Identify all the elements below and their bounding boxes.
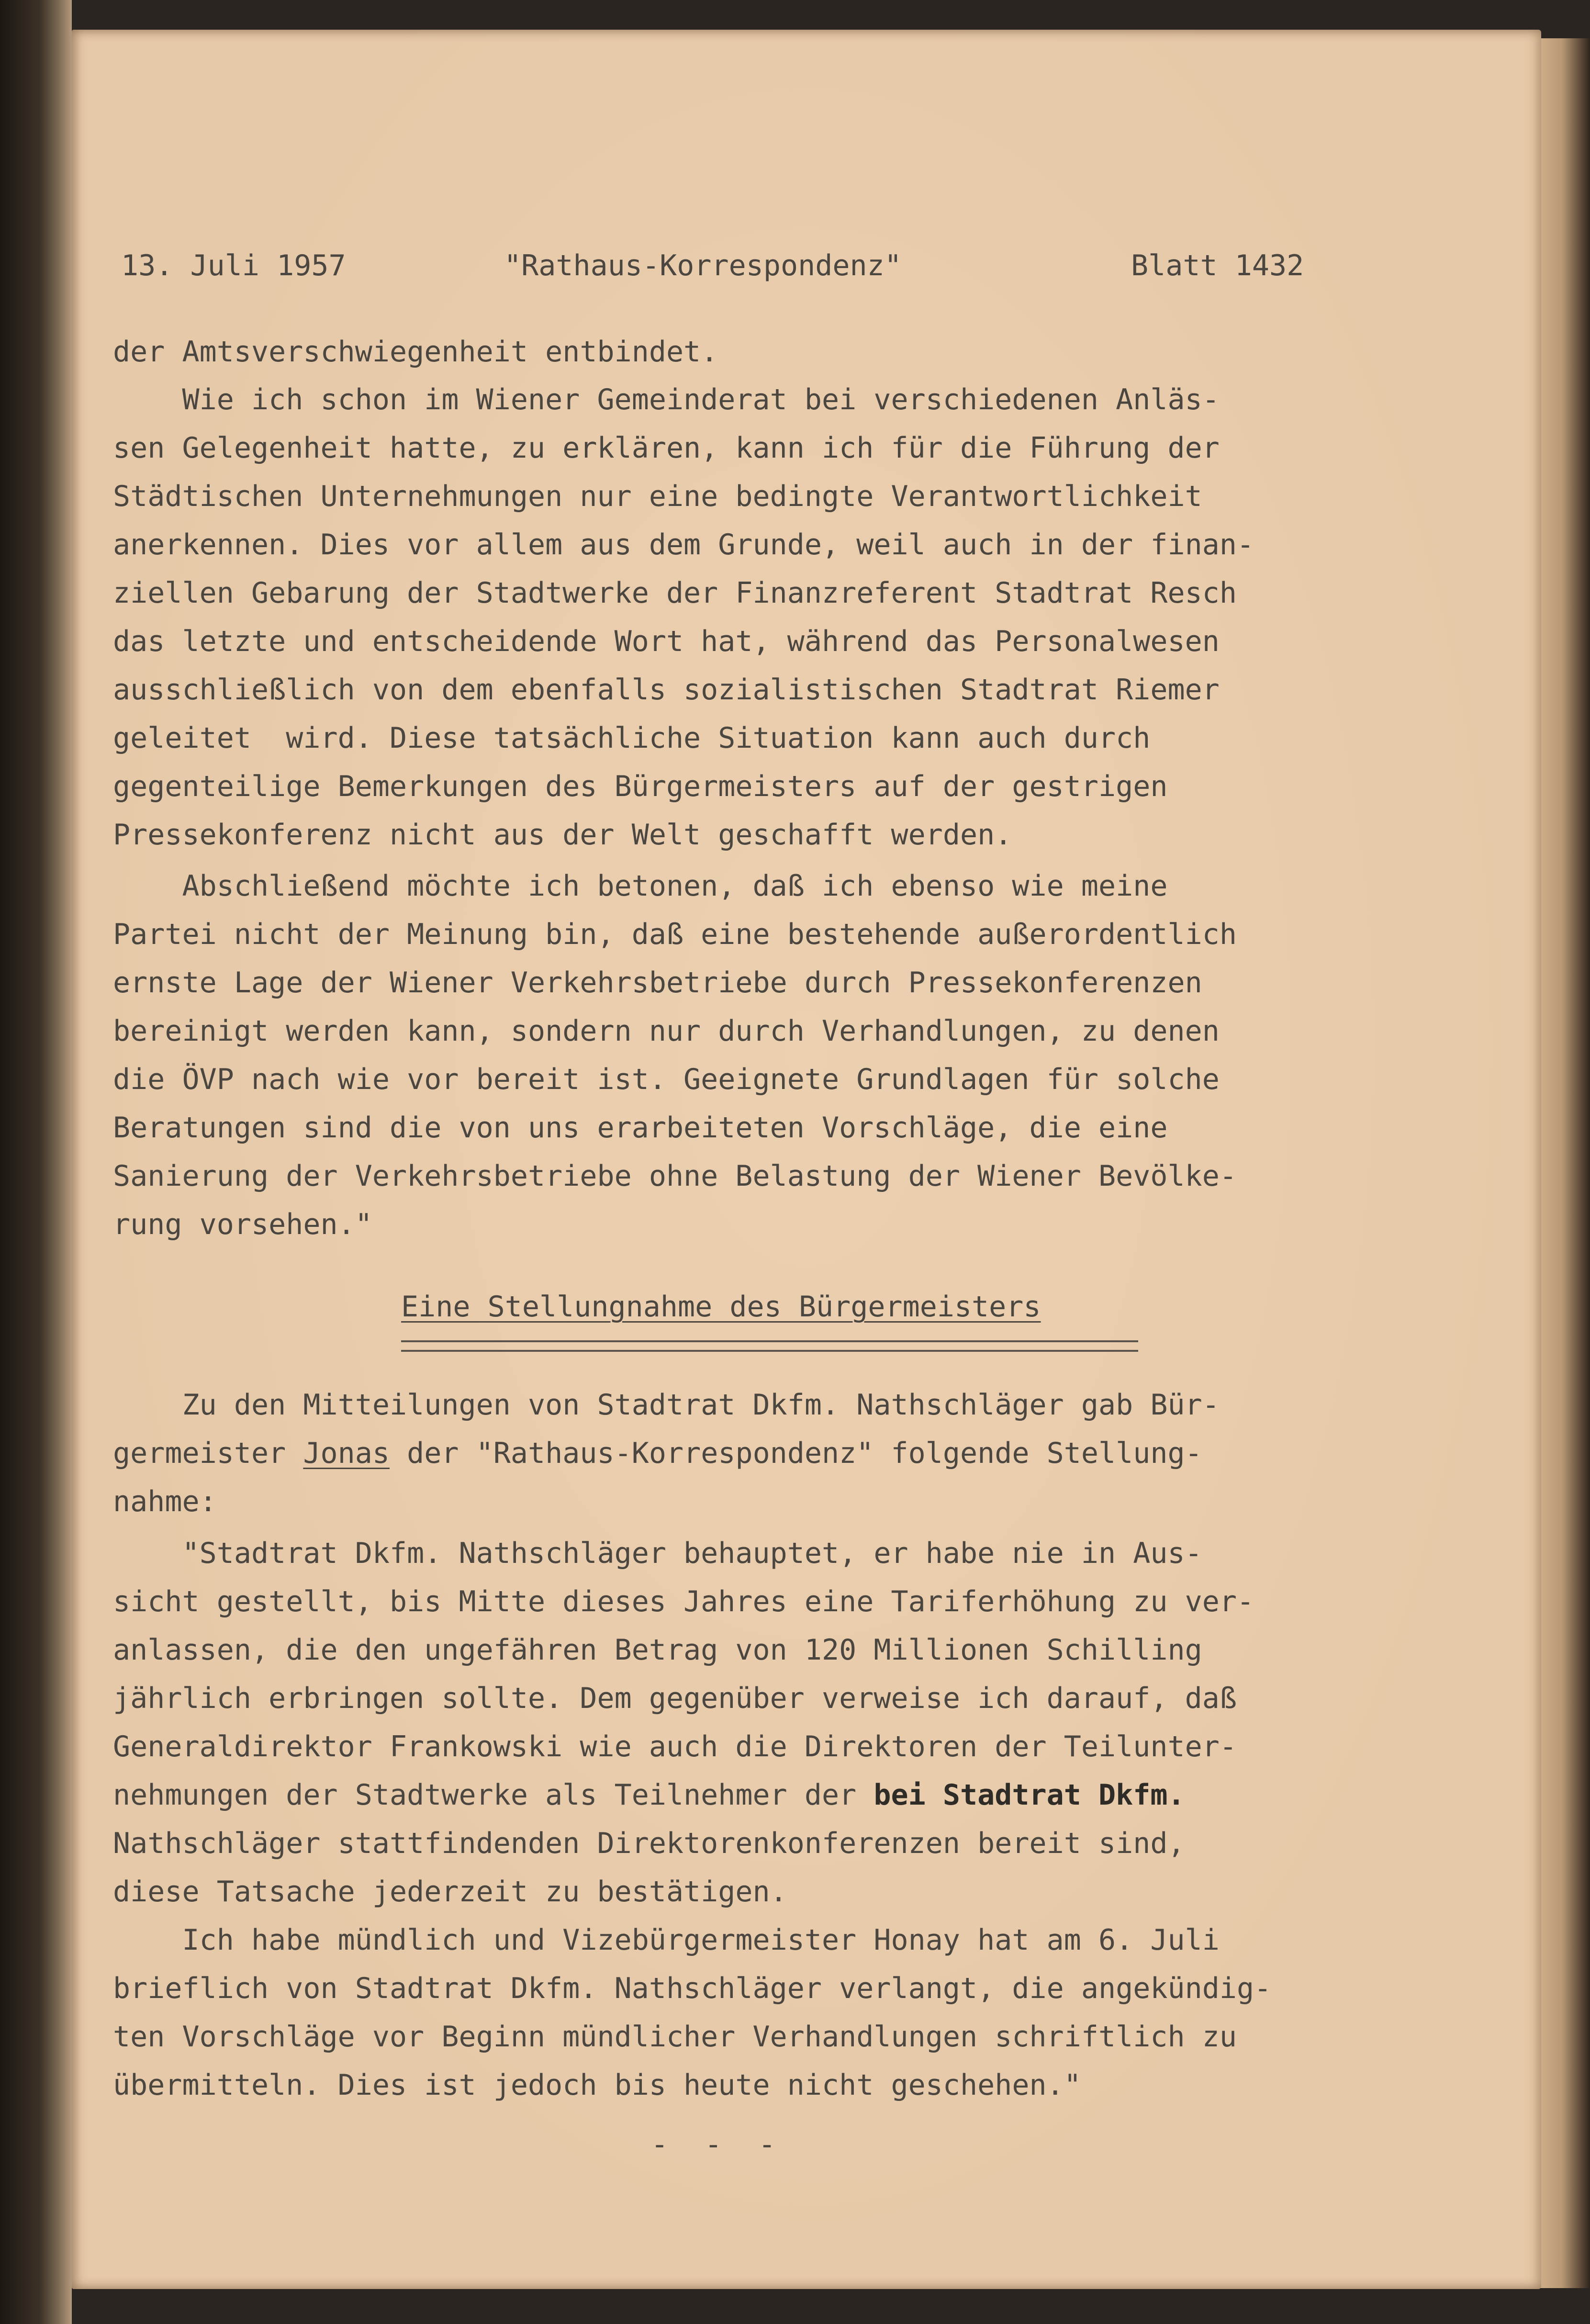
text-fragment: germeister xyxy=(113,1437,303,1470)
text-line: Abschließend möchte ich betonen, daß ich ebenso wie meine xyxy=(113,869,1168,903)
page-header xyxy=(121,249,1327,287)
text-line: das letzte und entscheidende Wort hat, während das Personalwesen xyxy=(113,625,1220,658)
text-line: ernste Lage der Wiener Verkehrsbetriebe durch Pressekonferenzen xyxy=(113,966,1202,999)
text-line: Sanierung der Verkehrsbetriebe ohne Belastung der Wiener Bevölke- xyxy=(113,1159,1237,1193)
text-line: Wie ich schon im Wiener Gemeinderat bei verschiedenen Anläs- xyxy=(113,383,1220,416)
text-line: Zu den Mitteilungen von Stadtrat Dkfm. Nathschläger gab Bür- xyxy=(113,1388,1220,1422)
text-line: Nathschläger stattfindenden Direktorenkonferenzen bereit sind, xyxy=(113,1827,1185,1860)
text-line: die ÖVP nach wie vor bereit ist. Geeignete Grundlagen für solche xyxy=(113,1063,1220,1096)
text-fragment: der "Rathaus-Korrespondenz" folgende Stellung- xyxy=(389,1437,1202,1470)
text-line: der Amtsverschwiegenheit entbindet. xyxy=(113,335,718,369)
header-date: 13. Juli 1957 xyxy=(121,249,346,282)
text-line: Pressekonferenz nicht aus der Welt geschafft werden. xyxy=(113,818,1012,852)
mayor-name-underlined: Jonas xyxy=(303,1437,390,1470)
text-line: sicht gestellt, bis Mitte dieses Jahres eine Tariferhöhung zu ver- xyxy=(113,1585,1254,1618)
header-publication: "Rathaus-Korrespondenz" xyxy=(504,249,902,282)
text-line: brieflich von Stadtrat Dkfm. Nathschläger verlangt, die angekündig- xyxy=(113,1972,1272,2005)
text-line xyxy=(113,1437,1202,1470)
text-line: Beratungen sind die von uns erarbeiteten Vorschläge, die eine xyxy=(113,1111,1168,1145)
text-line: ziellen Gebarung der Stadtwerke der Finanzreferent Stadtrat Resch xyxy=(113,576,1237,610)
text-line: ten Vorschläge vor Beginn mündlicher Verhandlungen schriftlich zu xyxy=(113,2020,1237,2054)
text-line: Generaldirektor Frankowski wie auch die Direktoren der Teilunter- xyxy=(113,1730,1237,1763)
text-fragment: nehmungen der Stadtwerke als Teilnehmer der xyxy=(113,1778,874,1812)
text-line: geleitet wird. Diese tatsächliche Situation kann auch durch xyxy=(113,721,1151,755)
text-line: nahme: xyxy=(113,1485,217,1518)
binding-edge-left xyxy=(0,0,72,2324)
text-line: diese Tatsache jederzeit zu bestätigen. xyxy=(113,1875,787,1909)
text-line: "Stadtrat Dkfm. Nathschläger behauptet, er habe nie in Aus- xyxy=(113,1537,1202,1570)
text-line: gegenteilige Bemerkungen des Bürgermeisters auf der gestrigen xyxy=(113,770,1168,803)
header-sheet-number: Blatt 1432 xyxy=(1131,249,1304,282)
text-line: anlassen, die den ungefähren Betrag von 120 Millionen Schilling xyxy=(113,1633,1202,1667)
text-line: Städtischen Unternehmungen nur eine bedingte Verantwortlichkeit xyxy=(113,480,1202,513)
text-line: ausschließlich von dem ebenfalls sozialistischen Stadtrat Riemer xyxy=(113,673,1220,707)
text-line xyxy=(113,1778,1185,1812)
text-line: anerkennen. Dies vor allem aus dem Grunde, weil auch in der finan- xyxy=(113,528,1254,561)
text-line: sen Gelegenheit hatte, zu erklären, kann ich für die Führung der xyxy=(113,431,1220,465)
heading-double-rule xyxy=(401,1340,1138,1352)
section-heading: Eine Stellungnahme des Bürgermeisters xyxy=(401,1290,1041,1324)
end-mark: - - - xyxy=(651,2128,785,2161)
text-line: jährlich erbringen sollte. Dem gegenüber verweise ich darauf, daß xyxy=(113,1682,1237,1715)
text-line: Ich habe mündlich und Vizebürgermeister Honay hat am 6. Juli xyxy=(113,1923,1220,1957)
bold-text-fragment: bei Stadtrat Dkfm. xyxy=(873,1778,1185,1812)
text-line: bereinigt werden kann, sondern nur durch Verhandlungen, zu denen xyxy=(113,1014,1220,1048)
text-line: Partei nicht der Meinung bin, daß eine bestehende außerordentlich xyxy=(113,918,1237,951)
text-line: rung vorsehen." xyxy=(113,1208,372,1241)
text-line: übermitteln. Dies ist jedoch bis heute nicht geschehen." xyxy=(113,2068,1081,2102)
